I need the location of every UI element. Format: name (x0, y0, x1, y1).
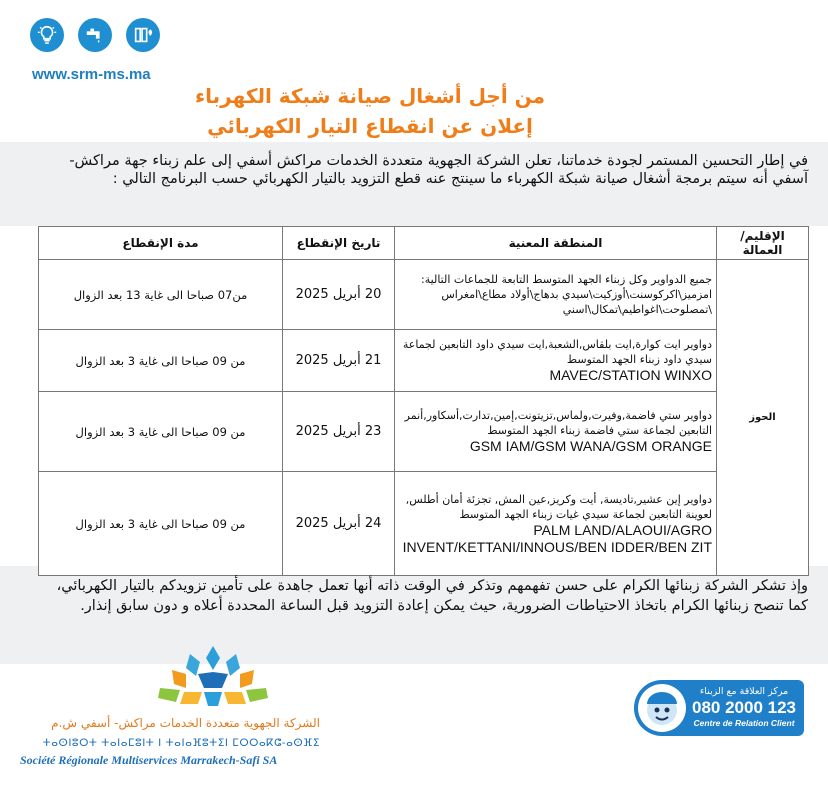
water-tap-icon (78, 18, 112, 52)
call-center-label-arabic: مركز العلاقة مع الزبناء (699, 686, 789, 697)
duration-cell: من 09 صباحا الى غاية 3 بعد الزوال (39, 472, 283, 576)
intro-paragraph: في إطار التحسين المستمر لجودة خدماتنا، تعلن الشركة الجهوية متعددة الخدمات مراكش أسفي إلى علم زبناء جهة مراكش- آسفي أنه سيتم برمجة أشغال صيانة شبكة الكهرباء ما سينتج عنه قطع التزويد بالتيار الكهربائي حسب البرنامج التالي : (69, 153, 808, 187)
company-name-french: Société Régionale Multiservices Marrakech-Safi SA (20, 753, 278, 767)
announcement-title: من أجل أشغال صيانة شبكة الكهرباء (194, 84, 546, 108)
call-center-badge[interactable] (634, 680, 804, 736)
area-arabic: دواوير ايت كوارة,ايت بلقاس,الشعبة,ايت سيدي داود التابعين لجماعة سيدي داود زبناء الجهد المتوسط (402, 338, 712, 366)
website-url[interactable]: www.srm-ms.ma (32, 66, 151, 83)
header-date: تاريخ الإنقطاع (283, 227, 395, 260)
area-arabic: جميع الدواوير وكل زبناء الجهد المتوسط التابعة للجماعات التالية: امزميز\اكركوسنت\أوزكيت\سيدي بدهاج\أولاد مطاع\امغراس \تمصلوحت\اغواطيم\تمكال\اسني (421, 273, 712, 316)
table-row (39, 392, 809, 472)
call-center-number[interactable]: 080 2000 123 (692, 698, 796, 717)
service-icons (30, 18, 160, 52)
company-name-tifinagh: ⵜⴰⵙⵏⵓⵔⵜ ⵜⴰⵏⴰⵎⵓⵏⵜ ⵏ ⵜⴰⵏⴰⴼⵓⵜⵉⵏ ⵎⵔⵔⴰⴽⵛ-ⴰⵙⴼⵉ (42, 737, 320, 749)
area-cell (395, 260, 717, 330)
duration-cell: من 09 صباحا الى غاية 3 بعد الزوال (39, 330, 283, 392)
water-sanitation-icon (126, 18, 160, 52)
duration-cell: من 09 صباحا الى غاية 3 بعد الزوال (39, 392, 283, 472)
duration-cell: من07 صباحا الى غاية 13 بعد الزوال (39, 260, 283, 330)
area-cell (395, 392, 717, 472)
table-row (39, 330, 809, 392)
outage-schedule-table (38, 226, 809, 576)
area-arabic: دواوير ستي فاضمة,وفيرت,ولماس,تزيتونت,إمين,تدارت,أسكاور,أنمر التابعين لجماعة ستي فاضمة زبناء الجهد المتوسط (404, 409, 712, 437)
date-cell: 21 أبريل 2025 (283, 330, 395, 392)
date-cell: 23 أبريل 2025 (283, 392, 395, 472)
closing-paragraph: وإذ تشكر الشركة زبنائها الكرام على حسن تفهمهم وتذكر في الوقت ذاته أنها تعمل جاهدة على تأمين تزويدكم بالتيار الكهربائي، كما تنصح زبنائها الكرام باتخاذ الاحتياطات الضرورية، حيث يمكن إعادة التزويد قبل الساعة المحددة أعلاه و دون سابق إنذار. (56, 578, 808, 614)
area-latin: PALM LAND/ALAOUI/AGRO INVENT/KETTANI/INNOUS/BEN IDDER/BEN ZIT (402, 521, 712, 555)
table-row (39, 260, 809, 330)
mascot-icon (638, 684, 686, 732)
area-cell (395, 330, 717, 392)
table-row (39, 472, 809, 576)
lightbulb-icon (30, 18, 64, 52)
header-duration: مدة الإنقطاع (39, 227, 283, 260)
company-name-arabic: الشركة الجهوية متعددة الخدمات مراكش- أسفي ش.م (51, 716, 320, 730)
area-latin: GSM IAM/GSM WANA/GSM ORANGE (469, 438, 712, 454)
area-latin: MAVEC/STATION WINXO (549, 367, 712, 383)
area-cell (395, 472, 717, 576)
header-area: المنطقة المعنية (395, 227, 717, 260)
call-center-label-french: Centre de Relation Client (693, 718, 795, 728)
announcement-subtitle: إعلان عن انقطاع التيار الكهربائي (207, 114, 533, 138)
area-arabic: دواوير إين عشير,تاديسة, أيت وكريز,عين المش, تجزئة أمان أطلس, لعوينة التابعين لجماعة سيدي غيات زبناء الجهد المتوسط (405, 492, 712, 521)
table-header-row (39, 227, 809, 260)
date-cell: 24 أبريل 2025 (283, 472, 395, 576)
date-cell: 20 أبريل 2025 (283, 260, 395, 330)
company-logo (150, 644, 276, 716)
header-region: الإقليم/العمالة (717, 227, 809, 260)
region-cell: الحوز (717, 260, 809, 576)
